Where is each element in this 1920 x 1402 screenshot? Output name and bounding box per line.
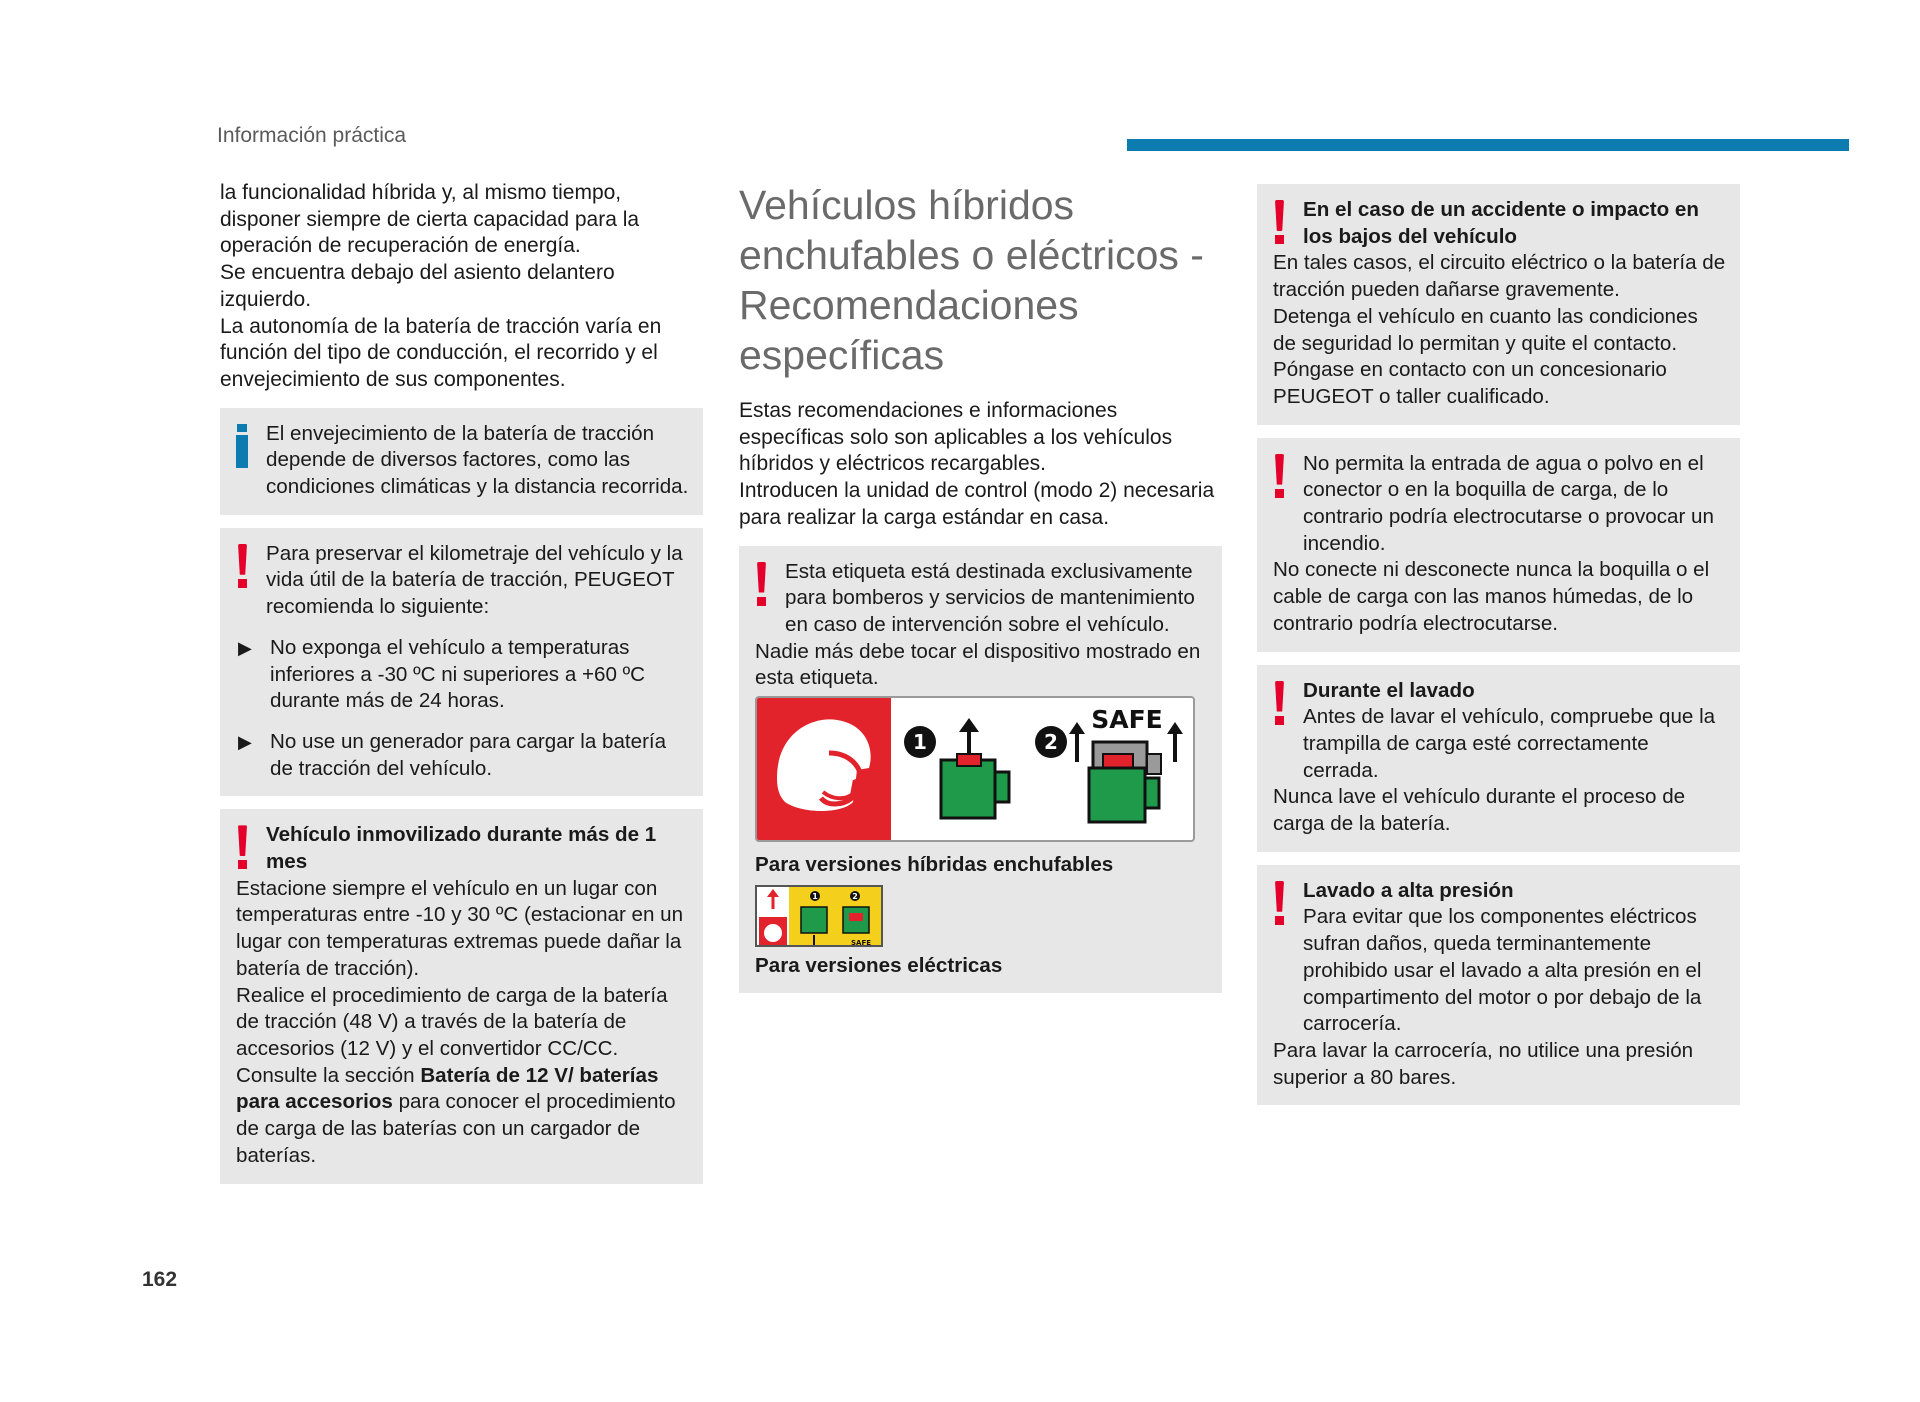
svg-text:SAFE: SAFE (1091, 705, 1163, 735)
paragraph: Nunca lave el vehículo durante el proceso de carga de la batería. (1273, 785, 1686, 836)
warning-box-water (1257, 438, 1740, 652)
cross-reference: Batería de 12 V/ baterías para accesorios (236, 1063, 659, 1114)
electric-version-label (755, 885, 883, 947)
box-title: Lavado a alta presión (1303, 878, 1514, 902)
svg-text:SAFE: SAFE (850, 938, 872, 947)
paragraph: Antes de lavar el vehículo, compruebe que la trampilla de carga esté correctamente cerrada. (1303, 705, 1716, 782)
firefighter-safety-label (755, 696, 1195, 842)
page-title: Vehículos híbridos enchufables o eléctricos - Recomendaciones específicas (739, 182, 1204, 378)
warning-box-pressure (1257, 865, 1740, 1106)
paragraph: la funcionalidad híbrida y, al mismo tiempo, disponer siempre de cierta capacidad para la operación de recuperación de energía. (220, 181, 640, 258)
paragraph (236, 1063, 689, 1170)
warning-text: Para preservar el kilometraje del vehículo y la vida útil de la batería de tracción, PEUGEOT recomienda lo siguiente: (266, 541, 683, 619)
list-item: ▶ No exponga el vehículo a temperaturas inferiores a -30 ºC ni superiores a +60 ºC durante más de 24 horas. (236, 635, 689, 715)
paragraph: Nadie más debe tocar el dispositivo mostrado en esta etiqueta. (755, 639, 1201, 690)
intro-text (220, 180, 703, 394)
caption-hybrid: Para versiones híbridas enchufables (755, 853, 1114, 877)
firefighter-helmet-icon (777, 719, 871, 811)
paragraph: Póngase en contacto con un concesionario PEUGEOT o taller cualificado. (1273, 358, 1667, 408)
column-3 (1257, 184, 1740, 1105)
step-two-icon (1035, 705, 1183, 822)
paragraph: Estacione siempre el vehículo en un lugar con temperaturas entre -10 y 30 ºC (estacionar en un lugar con temperaturas extremas puede dañar la batería de tracción). (236, 876, 684, 980)
paragraph: Estas recomendaciones e informaciones específicas solo son aplicables a los vehículos híbridos y eléctricos recargables. (739, 399, 1173, 476)
text-run: para conocer el procedimiento de carga de las baterías con un cargador de baterías. (236, 1090, 676, 1167)
box-title: Vehículo inmovilizado durante más de 1 mes (266, 823, 657, 874)
paragraph: Esta etiqueta está destinada exclusivamente para bomberos y servicios de mantenimiento en caso de intervención sobre el vehículo. (785, 559, 1195, 636)
warning-box-accident (1257, 184, 1740, 425)
paragraph: Para evitar que los componentes eléctricos sufran daños, queda terminantemente prohibido usar el lavado a alta presión en el compartimento del motor o por debajo de la carrocería. (1303, 905, 1702, 1036)
warning-icon (234, 825, 251, 870)
intro-text (739, 398, 1222, 532)
page-number: 162 (142, 1268, 178, 1291)
info-box (220, 408, 703, 515)
paragraph: No conecte ni desconecte nunca la boquilla o el cable de carga con las manos húmedas, de lo contrario podría electrocutarse. (1273, 558, 1710, 635)
bullet-list (236, 635, 689, 783)
svg-text:1: 1 (812, 891, 818, 901)
warning-icon (1271, 881, 1288, 926)
svg-text:2: 2 (1044, 730, 1058, 755)
warning-icon (1271, 200, 1288, 245)
header-accent-bar (1127, 139, 1849, 151)
caption-electric: Para versiones eléctricas (755, 953, 1003, 977)
paragraph: En tales casos, el circuito eléctrico o la batería de tracción pueden dañarse gravemente. (1273, 251, 1726, 302)
box-title: En el caso de un accidente o impacto en los bajos del vehículo (1303, 198, 1699, 248)
paragraph: Detenga el vehículo en cuanto las condiciones de seguridad lo permitan y quite el contacto. (1273, 304, 1698, 355)
warning-box-immobilized (220, 809, 703, 1183)
step-one-icon (904, 718, 1009, 818)
svg-text:2: 2 (852, 891, 858, 901)
paragraph: La autonomía de la batería de tracción varía en función del tipo de conducción, el recorrido y el envejecimiento de sus componentes. (220, 314, 662, 391)
warning-icon (1271, 681, 1288, 726)
svg-text:1: 1 (913, 730, 927, 755)
small-label-artwork (757, 887, 883, 947)
label-artwork (757, 698, 1195, 842)
small-helmet-icon (764, 924, 782, 942)
paragraph: Introducen la unidad de control (modo 2) necesaria para realizar la carga estándar en casa. (739, 479, 1215, 529)
text-run: Consulte la sección (236, 1063, 421, 1087)
warning-box-preserve (220, 528, 703, 797)
list-item: ▶ No use un generador para cargar la batería de tracción del vehículo. (236, 729, 689, 782)
box-title: Durante el lavado (1303, 678, 1475, 702)
info-icon (236, 424, 248, 468)
column-2 (739, 180, 1222, 993)
warning-box-label (739, 546, 1222, 994)
warning-icon (1271, 454, 1288, 499)
warning-box-washing (1257, 665, 1740, 852)
paragraph: Realice el procedimiento de carga de la batería de tracción (48 V) a través de la batería de accesorios (12 V) y el convertidor CC/CC. (236, 983, 668, 1060)
column-1 (220, 180, 703, 1184)
paragraph: No permita la entrada de agua o polvo en el conector o en la boquilla de carga, de lo contrario podría electrocutarse o provocar un incendio. (1303, 451, 1714, 555)
warning-icon (753, 562, 770, 607)
warning-icon (234, 544, 251, 589)
info-text: El envejecimiento de la batería de tracción depende de diversos factores, como las condiciones climáticas y la distancia recorrida. (266, 421, 689, 499)
paragraph: Para lavar la carrocería, no utilice una presión superior a 80 bares. (1273, 1038, 1694, 1089)
paragraph: Se encuentra debajo del asiento delantero izquierdo. (220, 261, 615, 311)
section-label: Información práctica (217, 124, 407, 147)
